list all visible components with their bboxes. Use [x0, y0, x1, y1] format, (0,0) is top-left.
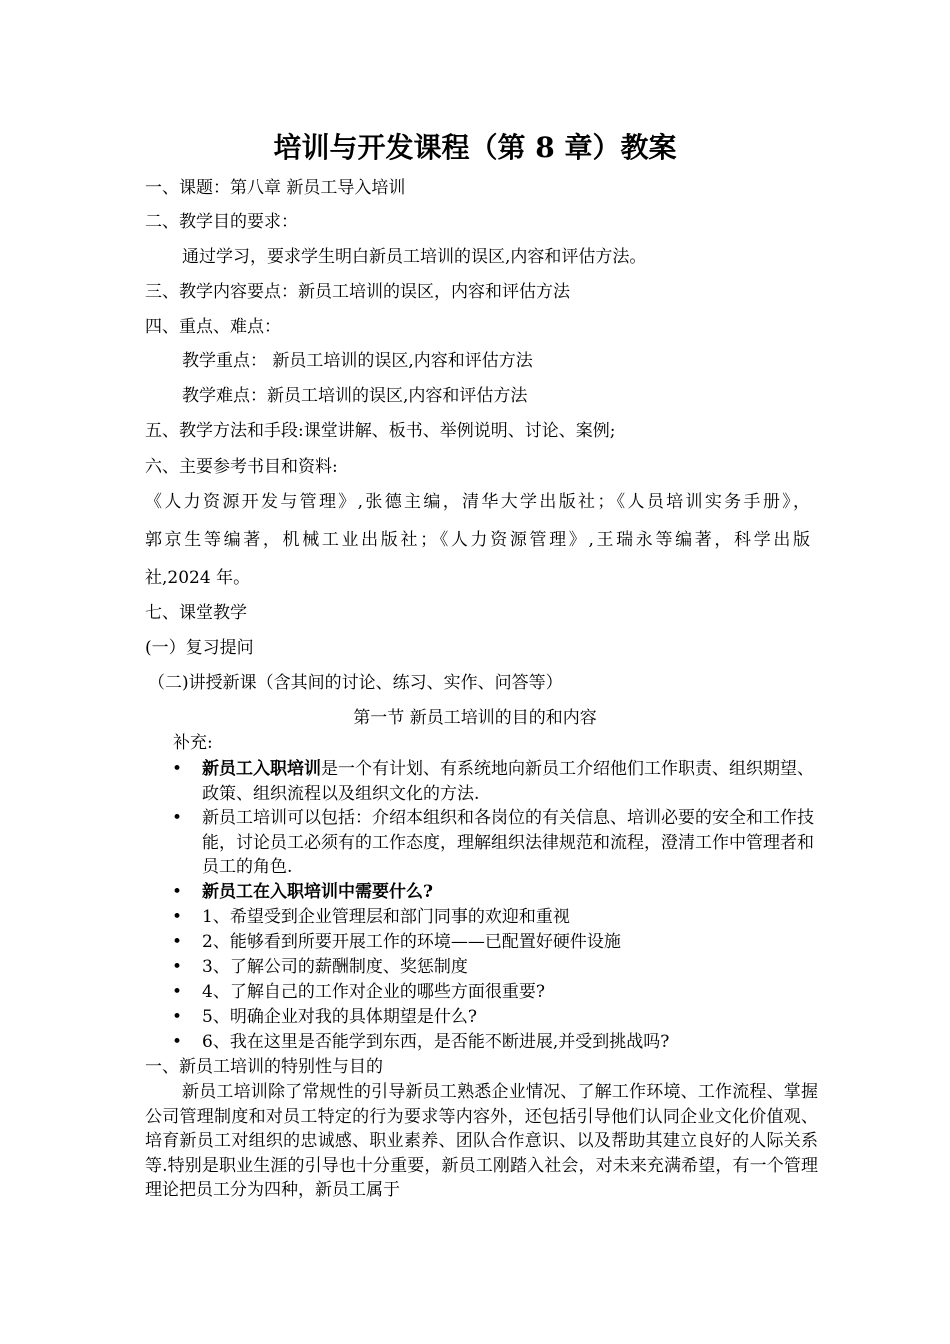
bullet-icon: •	[172, 759, 183, 779]
section-title: 第一节 新员工培训的目的和内容	[353, 708, 597, 728]
bullet-icon: •	[172, 808, 183, 828]
subsection-heading: 一、新员工培训的特别性与目的	[145, 1057, 383, 1077]
bullet-item: 1、希望受到企业管理层和部门同事的欢迎和重视	[202, 907, 570, 927]
body-paragraph: 新员工培训除了常规性的引导新员工熟悉企业情况、了解工作环境、工作流程、掌握公司管理制度和对员工特定的行为要求等内容外，还包括引导他们认同企业文化价值观、培育新员工对组织的忠诚感、职业素养、团队合作意识、以及帮助其建立良好的人际关系等.特别是职业生涯的引导也十分重要，新员工刚踏入社会，对未来充满希望，有一个管理理论把员工分为四种，新员工属于	[145, 1082, 818, 1200]
bullet-item: 6、我在这里是否能学到东西，是否能不断进展,并受到挑战吗?	[202, 1032, 670, 1052]
supplement-label: 补充:	[173, 733, 213, 753]
bullet-item: 2、能够看到所要开展工作的环境——已配置好硬件设施	[202, 932, 621, 952]
section-methods: 五、教学方法和手段:课堂讲解、板书、举例说明、讨论、案例;	[145, 421, 616, 441]
bullet-item: 5、明确企业对我的具体期望是什么?	[202, 1007, 477, 1027]
bullet-icon: •	[172, 882, 183, 902]
section-topic: 一、课题：第八章 新员工导入培训	[145, 178, 406, 198]
difficult-point: 教学难点：新员工培训的误区,内容和评估方法	[182, 386, 528, 406]
bullet-icon: •	[172, 1032, 183, 1052]
bullet-item: 新员工培训可以包括：介绍本组织和各岗位的有关信息、培训必要的安全和工作技能，讨论员工必须有的工作态度，理解组织法律规范和流程，澄清工作中管理者和员工的角色.	[202, 808, 814, 877]
review-questions: (一）复习提问	[145, 638, 254, 658]
section-key-points-heading: 四、重点、难点：	[145, 317, 281, 337]
bullet-bold-text: 新员工入职培训	[202, 759, 321, 779]
reference-line-3: 社,2024 年。	[145, 568, 251, 588]
bullet-icon: •	[172, 957, 183, 977]
bullet-item: 新员工在入职培训中需要什么?	[202, 882, 433, 902]
section-objectives-heading: 二、教学目的要求：	[145, 212, 298, 232]
bullet-rest-text: 是一个有计划、有系统地向新员工介绍他们工作职责、组织期望、政策、组织流程以及组织文化的方法.	[202, 759, 814, 804]
bullet-item	[202, 757, 814, 806]
document-title: 培训与开发课程（第 8 章）教案	[273, 131, 677, 164]
bullet-icon: •	[172, 982, 183, 1002]
bullet-icon: •	[172, 1007, 183, 1027]
reference-line-1: 《人力资源开发与管理》,张德主编，清华大学出版社；《人员培训实务手册》，	[145, 492, 810, 512]
section-objectives-body: 通过学习，要求学生明白新员工培训的误区,内容和评估方法。	[182, 247, 647, 267]
bullet-item: 4、了解自己的工作对企业的哪些方面很重要?	[202, 982, 545, 1002]
bullet-item: 3、了解公司的薪酬制度、奖惩制度	[202, 957, 468, 977]
section-content-points: 三、教学内容要点：新员工培训的误区，内容和评估方法	[145, 282, 570, 302]
new-lesson: （二)讲授新课（含其间的讨论、练习、实作、问答等）	[148, 673, 563, 693]
bullet-icon: •	[172, 932, 183, 952]
bullet-icon: •	[172, 907, 183, 927]
key-point: 教学重点： 新员工培训的误区,内容和评估方法	[182, 351, 533, 371]
section-references-heading: 六、主要参考书目和资料:	[145, 457, 338, 477]
section-classroom: 七、课堂教学	[145, 603, 247, 623]
reference-line-2: 郭京生等编著，机械工业出版社；《人力资源管理》,王瑞永等编著，科学出版	[145, 530, 810, 550]
